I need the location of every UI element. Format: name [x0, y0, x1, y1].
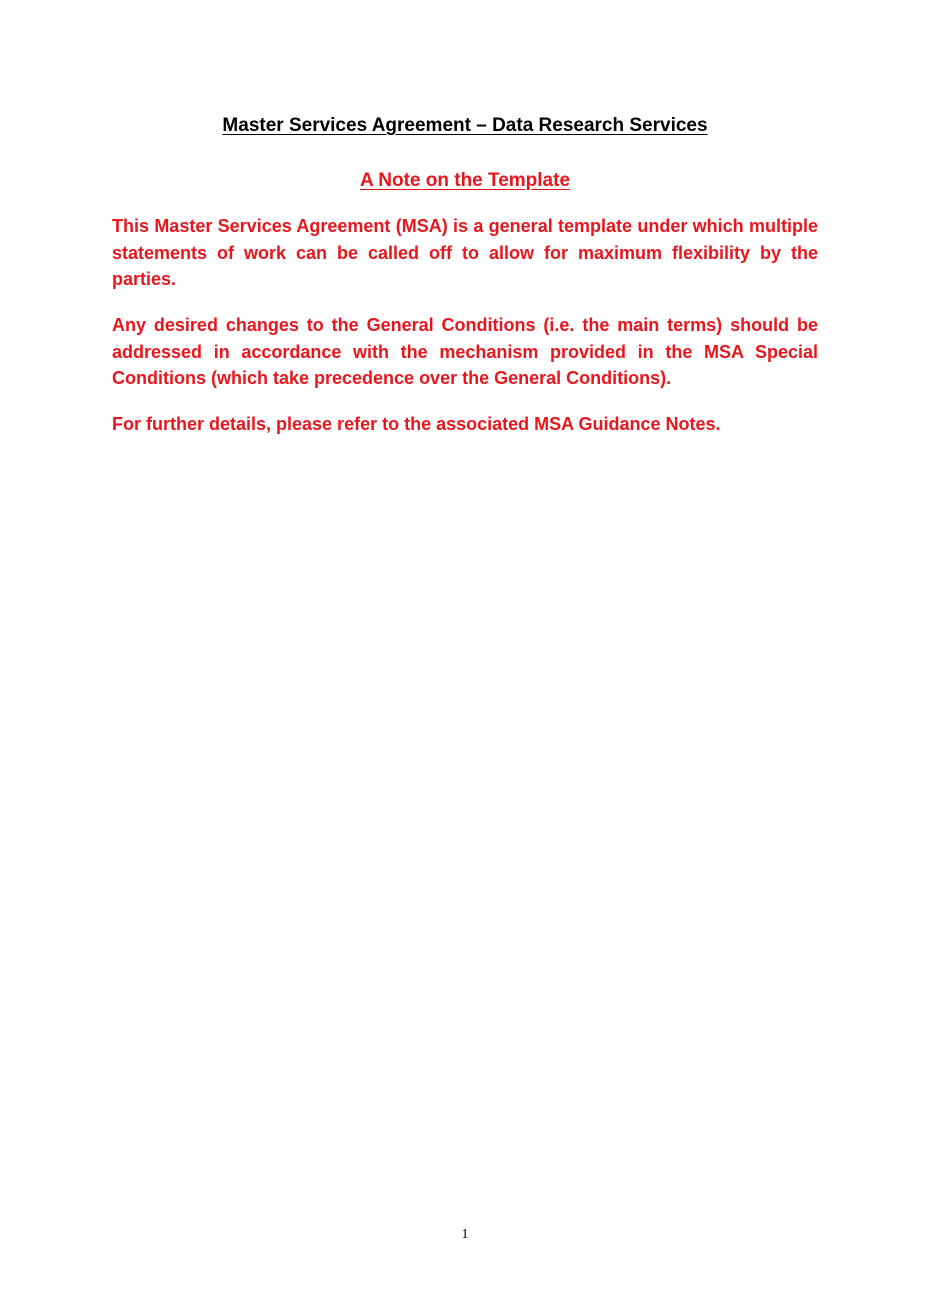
document-title [0, 113, 930, 139]
document-title-text: Master Services Agreement – Data Research Services [222, 115, 708, 136]
note-paragraph-3: For further details, please refer to the associated MSA Guidance Notes. [112, 414, 721, 434]
page-number: 1 [461, 1227, 469, 1242]
note-heading [0, 168, 930, 194]
note-paragraph-1: This Master Services Agreement (MSA) is a general template under which multiple statements of work can be called off to allow for maximum flexibility by the parties. [112, 216, 818, 290]
note-heading-text: A Note on the Template [359, 170, 571, 191]
note-paragraph-2: Any desired changes to the General Conditions (i.e. the main terms) should be addressed in accordance with the mechanism provided in the MSA Special Conditions (which take precedence over the General Conditions). [112, 315, 818, 389]
